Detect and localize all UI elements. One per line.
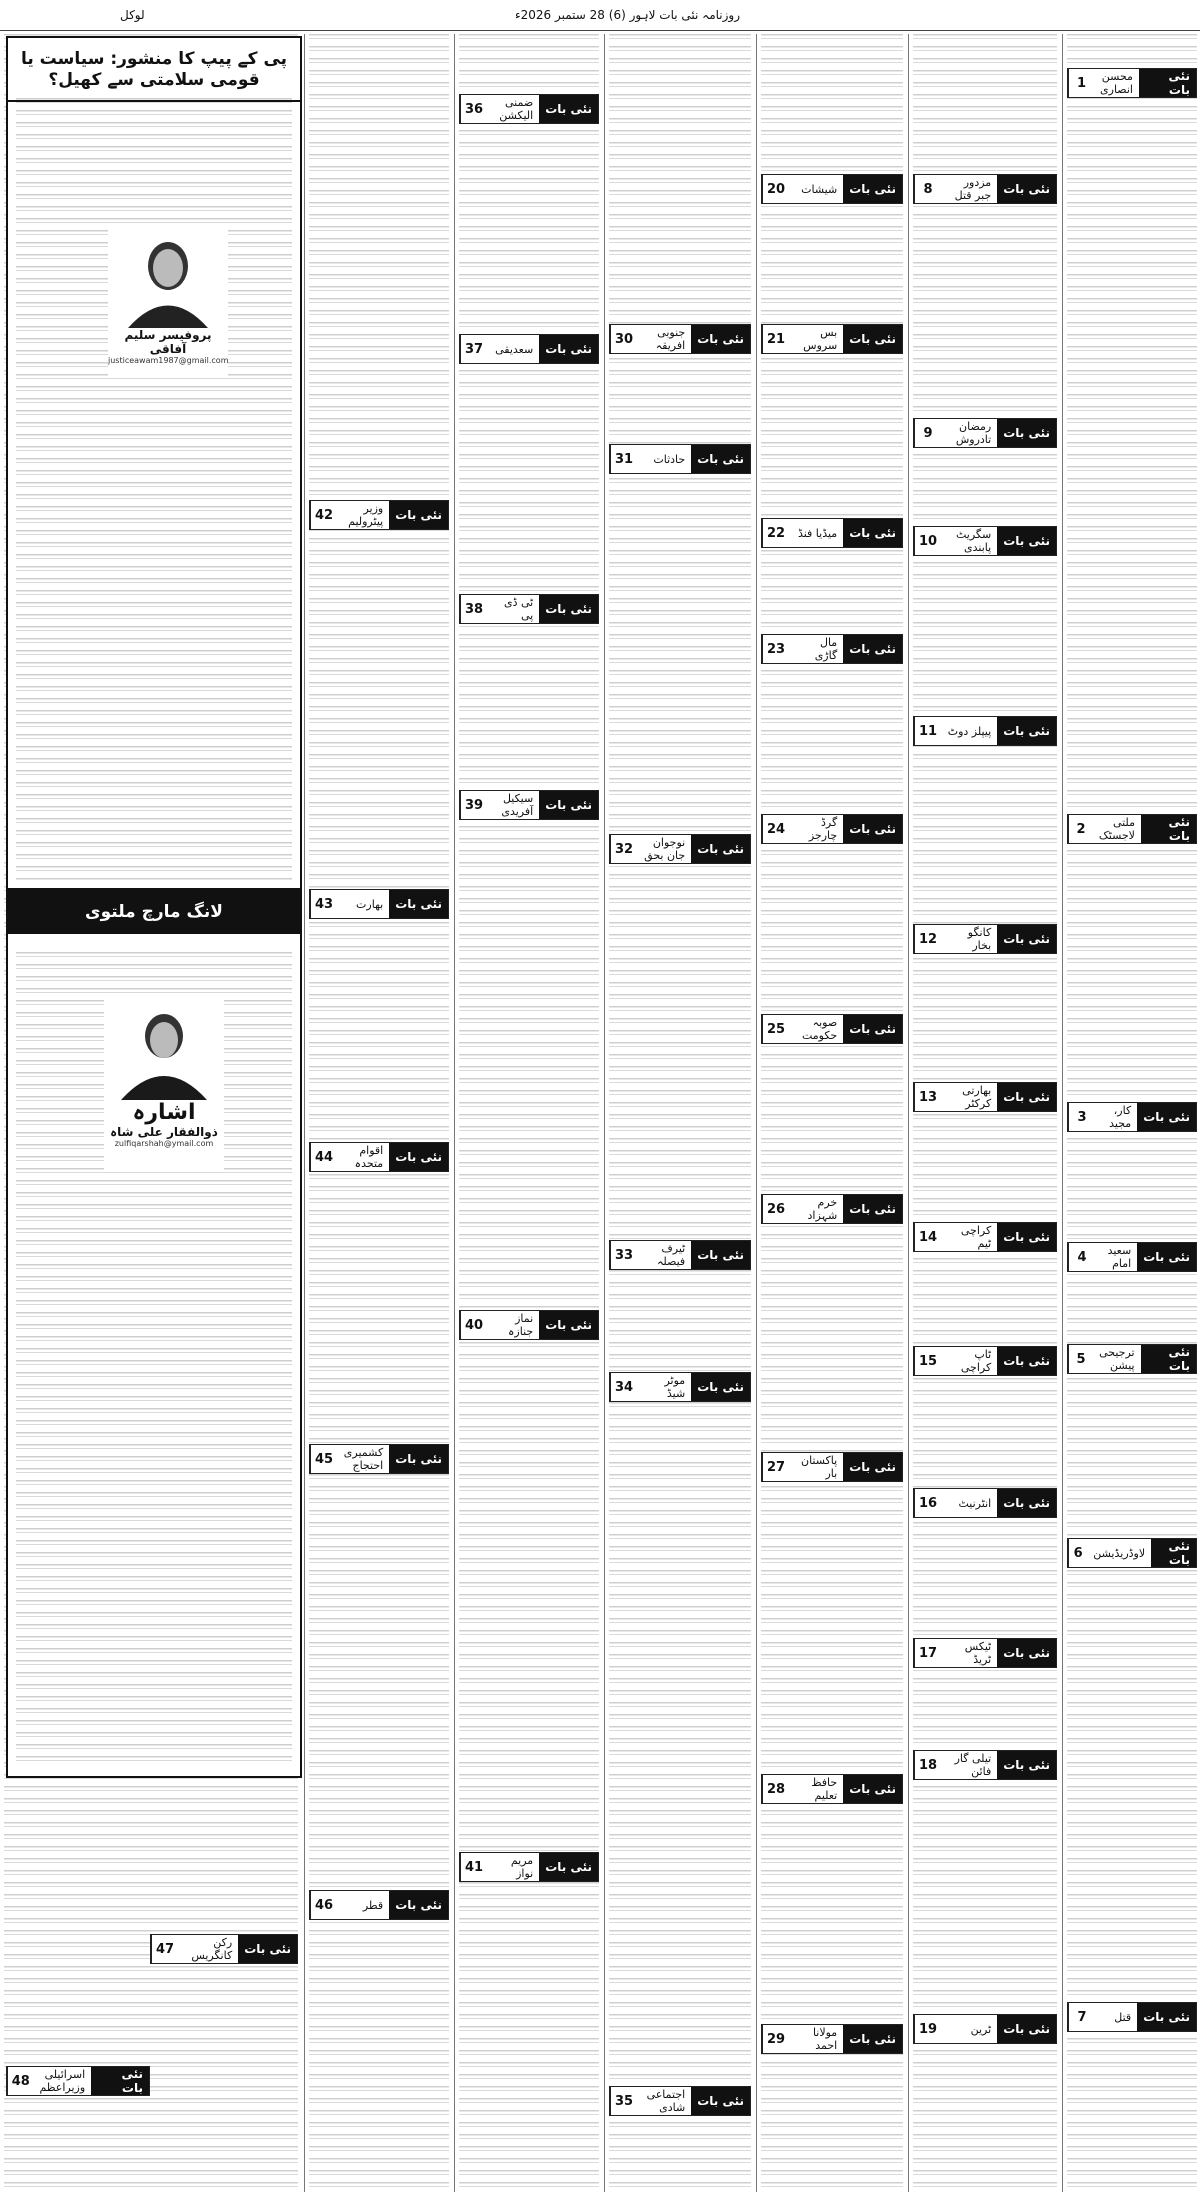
heading-title: میڈیا فنڈ (797, 526, 838, 540)
news-heading (761, 1774, 903, 1804)
news-heading (1067, 1242, 1197, 1272)
heading-title: ٹاپ کراچی (960, 1348, 992, 1374)
news-heading (1067, 1538, 1197, 1568)
heading-number: 7 (1068, 2003, 1095, 2031)
heading-title: اقوام متحدہ (354, 1144, 384, 1170)
news-heading (913, 1488, 1057, 1518)
news-heading (609, 444, 751, 474)
heading-number: 24 (762, 815, 789, 843)
news-column-3 (756, 34, 907, 2192)
news-heading (459, 334, 599, 364)
brand-label: نئی بات (1151, 1539, 1196, 1567)
column-brand: اشارہ (132, 1100, 196, 1125)
brand-label: نئی بات (539, 791, 598, 819)
heading-title: سعید امام (1107, 1244, 1132, 1270)
news-heading (1067, 68, 1197, 98)
heading-number: 4 (1068, 1243, 1095, 1271)
brand-label: نئی بات (691, 1241, 750, 1269)
heading-title: محسن انصاری (1100, 70, 1133, 96)
news-heading (609, 834, 751, 864)
section-label: لوکل (120, 8, 145, 22)
news-heading (761, 634, 903, 664)
heading-number: 29 (762, 2025, 789, 2053)
news-heading (609, 2086, 751, 2116)
news-heading (761, 814, 903, 844)
brand-label: نئی بات (997, 2015, 1056, 2043)
heading-number: 45 (310, 1445, 337, 1473)
heading-number: 28 (762, 1775, 789, 1803)
heading-title: شیشات (801, 182, 838, 196)
heading-number: 35 (610, 2087, 637, 2115)
heading-number: 37 (460, 335, 487, 363)
news-heading (913, 2014, 1057, 2044)
heading-number: 19 (914, 2015, 941, 2043)
brand-label: نئی بات (1137, 1103, 1196, 1131)
news-heading (459, 1310, 599, 1340)
heading-title: سگریٹ پابندی (955, 528, 992, 554)
news-heading (913, 1082, 1057, 1112)
brand-label: نئی بات (997, 527, 1056, 555)
news-heading (913, 526, 1057, 556)
author-name: پروفیسر سلیم آفاقی (124, 328, 212, 356)
heading-title: قطر (362, 1898, 384, 1912)
heading-title: ٹی ڈی پی (503, 596, 534, 622)
heading-title: سیکیل آفریدی (501, 792, 534, 818)
news-heading (913, 1638, 1057, 1668)
news-column-4 (604, 34, 755, 2192)
heading-number: 44 (310, 1143, 337, 1171)
brand-label: نئی بات (539, 595, 598, 623)
brand-label: نئی بات (997, 1751, 1056, 1779)
brand-label: نئی بات (238, 1935, 297, 1963)
heading-number: 25 (762, 1015, 789, 1043)
news-heading (913, 1222, 1057, 1252)
heading-title: رکن کانگریس (191, 1936, 233, 1962)
heading-number: 46 (310, 1891, 337, 1919)
heading-title: ٹرین (970, 2022, 992, 2036)
heading-number: 42 (310, 501, 337, 529)
heading-number: 20 (762, 175, 789, 203)
column-text (761, 34, 903, 2192)
heading-title: کشمیری احتجاج (343, 1446, 384, 1472)
news-heading (609, 1240, 751, 1270)
news-heading (309, 1142, 449, 1172)
heading-number: 3 (1068, 1103, 1095, 1131)
news-heading (761, 518, 903, 548)
heading-title: سعدیقی (495, 342, 534, 356)
heading-title: مال گاڑی (814, 636, 838, 662)
news-heading (761, 1014, 903, 1044)
author-email: justiceawam1987@gmail.com (108, 356, 229, 365)
heading-number: 22 (762, 519, 789, 547)
heading-number: 17 (914, 1639, 941, 1667)
heading-number: 6 (1068, 1539, 1087, 1567)
heading-number: 10 (914, 527, 941, 555)
heading-number: 14 (914, 1223, 941, 1251)
news-heading (1067, 1344, 1197, 1374)
opinion-column-2 (6, 890, 302, 1778)
heading-number: 13 (914, 1083, 941, 1111)
brand-label: نئی بات (843, 175, 902, 203)
brand-label: نئی بات (997, 717, 1056, 745)
heading-title: اسرائیلی وزیراعظم (39, 2068, 86, 2094)
heading-title: پاکستان بار (800, 1454, 838, 1480)
brand-label: نئی بات (843, 815, 902, 843)
heading-title: لاوڈریڈیشن (1093, 1546, 1146, 1560)
news-heading (913, 1750, 1057, 1780)
heading-number: 1 (1068, 69, 1094, 97)
opinion-text (16, 98, 292, 880)
news-heading (913, 174, 1057, 204)
heading-number: 41 (460, 1853, 487, 1881)
brand-label: نئی بات (997, 419, 1056, 447)
column-text (913, 34, 1057, 2192)
heading-number: 26 (762, 1195, 789, 1223)
news-heading (913, 716, 1057, 746)
brand-label: نئی بات (1141, 815, 1196, 843)
author-name: ذوالفقار علی شاہ (110, 1125, 218, 1139)
brand-label: نئی بات (691, 1373, 750, 1401)
heading-number: 38 (460, 595, 487, 623)
heading-title: کار، مجید (1109, 1104, 1132, 1130)
opinion-column-1 (6, 36, 302, 890)
heading-title: حادثات (653, 452, 686, 466)
brand-label: نئی بات (843, 1453, 902, 1481)
brand-label: نئی بات (389, 1445, 448, 1473)
masthead (0, 0, 1200, 31)
brand-label: نئی بات (539, 95, 598, 123)
heading-title: موٹر شیڈ (664, 1374, 686, 1400)
brand-label: نئی بات (1139, 69, 1196, 97)
brand-label: نئی بات (389, 890, 448, 918)
heading-title: پیپلز دوٹ (947, 724, 992, 738)
news-column-6 (304, 34, 453, 2192)
brand-label: نئی بات (539, 1853, 598, 1881)
column-text (609, 34, 751, 2192)
heading-title: ملتی لاجسٹک (1098, 816, 1135, 842)
news-heading (761, 1194, 903, 1224)
brand-label: نئی بات (843, 1015, 902, 1043)
heading-number: 43 (310, 890, 337, 918)
heading-number: 36 (460, 95, 487, 123)
brand-label: نئی بات (843, 325, 902, 353)
news-heading (459, 790, 599, 820)
heading-title: انٹرنیٹ (958, 1496, 992, 1510)
heading-title: ضمنی الیکشن (499, 96, 534, 122)
brand-label: نئی بات (843, 635, 902, 663)
news-heading (309, 500, 449, 530)
heading-title: ٹیرف فیصلہ (656, 1242, 686, 1268)
heading-number: 12 (914, 925, 941, 953)
brand-label: نئی بات (1137, 2003, 1196, 2031)
heading-title: کانگو بخار (967, 926, 992, 952)
heading-number: 34 (610, 1373, 637, 1401)
heading-title: مزدور جبر قتل (954, 176, 992, 202)
heading-title: کراچی ٹیم (960, 1224, 992, 1250)
heading-title: گرڈ چارجز (808, 816, 838, 842)
brand-label: نئی بات (997, 925, 1056, 953)
heading-title: قتل (1114, 2010, 1132, 2024)
brand-label: نئی بات (691, 445, 750, 473)
heading-title: وزیر پیٹرولیم (348, 502, 384, 528)
brand-label: نئی بات (389, 1891, 448, 1919)
news-heading (459, 1852, 599, 1882)
brand-label: نئی بات (691, 2087, 750, 2115)
news-heading (459, 594, 599, 624)
heading-number: 31 (610, 445, 637, 473)
news-heading (913, 1346, 1057, 1376)
news-heading (913, 924, 1057, 954)
news-heading (6, 2066, 150, 2096)
brand-label: نئی بات (843, 1195, 902, 1223)
news-heading (609, 324, 751, 354)
news-heading (761, 324, 903, 354)
news-heading (913, 418, 1057, 448)
heading-title: رمضان تادروش (955, 420, 992, 446)
brand-label: نئی بات (843, 519, 902, 547)
brand-label: نئی بات (1137, 1243, 1196, 1271)
heading-number: 5 (1068, 1345, 1093, 1373)
news-heading (761, 1452, 903, 1482)
news-heading (1067, 1102, 1197, 1132)
heading-title: ٹیکس ٹریڈ (964, 1640, 992, 1666)
news-heading (309, 889, 449, 919)
news-heading (761, 2024, 903, 2054)
heading-number: 40 (460, 1311, 487, 1339)
brand-label: نئی بات (1141, 1345, 1196, 1373)
author-email: zulfiqarshah@ymail.com (114, 1139, 214, 1148)
brand-label: نئی بات (997, 1639, 1056, 1667)
heading-title: نماز جنازہ (507, 1312, 534, 1338)
author-photo (109, 1000, 219, 1100)
column-text (309, 34, 449, 2192)
brand-label: نئی بات (691, 835, 750, 863)
news-heading (1067, 814, 1197, 844)
heading-number: 33 (610, 1241, 637, 1269)
news-heading (459, 94, 599, 124)
news-column-1 (1062, 34, 1200, 2192)
heading-number: 48 (7, 2067, 33, 2095)
heading-title: بس سروس (803, 326, 838, 352)
heading-number: 39 (460, 791, 487, 819)
brand-label: نئی بات (389, 1143, 448, 1171)
heading-title: نوجوان جان بحق (644, 836, 686, 862)
heading-number: 11 (914, 717, 941, 745)
brand-label: نئی بات (389, 501, 448, 529)
heading-title: تیلی گار فائن (954, 1752, 992, 1778)
heading-number: 15 (914, 1347, 941, 1375)
heading-title: مریم نواز (510, 1854, 534, 1880)
heading-number: 30 (610, 325, 637, 353)
brand-label: نئی بات (539, 335, 598, 363)
news-heading (309, 1444, 449, 1474)
heading-title: مولانا احمد (812, 2026, 838, 2052)
brand-label: نئی بات (997, 1223, 1056, 1251)
brand-label: نئی بات (997, 175, 1056, 203)
brand-label: نئی بات (843, 1775, 902, 1803)
heading-number: 8 (914, 175, 941, 203)
heading-title: حافظ تعلیم (811, 1776, 838, 1802)
heading-number: 21 (762, 325, 789, 353)
heading-number: 32 (610, 835, 637, 863)
heading-title: جنوبی افریقہ (655, 326, 686, 352)
heading-title: بھارتی کرکٹر (962, 1084, 992, 1110)
heading-number: 18 (914, 1751, 941, 1779)
news-heading (309, 1890, 449, 1920)
brand-label: نئی بات (91, 2067, 149, 2095)
dateline: روزنامہ نئی بات لاہور (6) 28 ستمبر 2026ء (514, 8, 740, 22)
heading-number: 2 (1068, 815, 1093, 843)
brand-label: نئی بات (997, 1489, 1056, 1517)
heading-number: 9 (914, 419, 941, 447)
heading-title: اجتماعی شادی (646, 2088, 686, 2114)
brand-label: نئی بات (539, 1311, 598, 1339)
opinion-title: لانگ مارچ ملتوی (8, 892, 300, 934)
author-card (104, 1000, 224, 1170)
brand-label: نئی بات (843, 2025, 902, 2053)
news-column-2 (908, 34, 1061, 2192)
opinion-title: پی کے پیپ کا منشور: سیاست یا قومی سلامتی سے کھیل؟ (8, 38, 300, 102)
brand-label: نئی بات (997, 1083, 1056, 1111)
heading-title: صوبہ حکومت (801, 1016, 838, 1042)
brand-label: نئی بات (997, 1347, 1056, 1375)
news-heading (761, 174, 903, 204)
news-heading (150, 1934, 298, 1964)
brand-label: نئی بات (691, 325, 750, 353)
author-card (108, 228, 228, 378)
heading-number: 27 (762, 1453, 789, 1481)
heading-number: 16 (914, 1489, 941, 1517)
heading-title: بھارت (356, 897, 384, 911)
heading-title: خرم شہزاد (807, 1196, 838, 1222)
news-column-5 (454, 34, 603, 2192)
heading-number: 47 (151, 1935, 178, 1963)
author-photo (113, 228, 223, 328)
news-heading (609, 1372, 751, 1402)
news-heading (1067, 2002, 1197, 2032)
heading-title: ترجیحی پیشن (1099, 1346, 1135, 1372)
heading-number: 23 (762, 635, 789, 663)
